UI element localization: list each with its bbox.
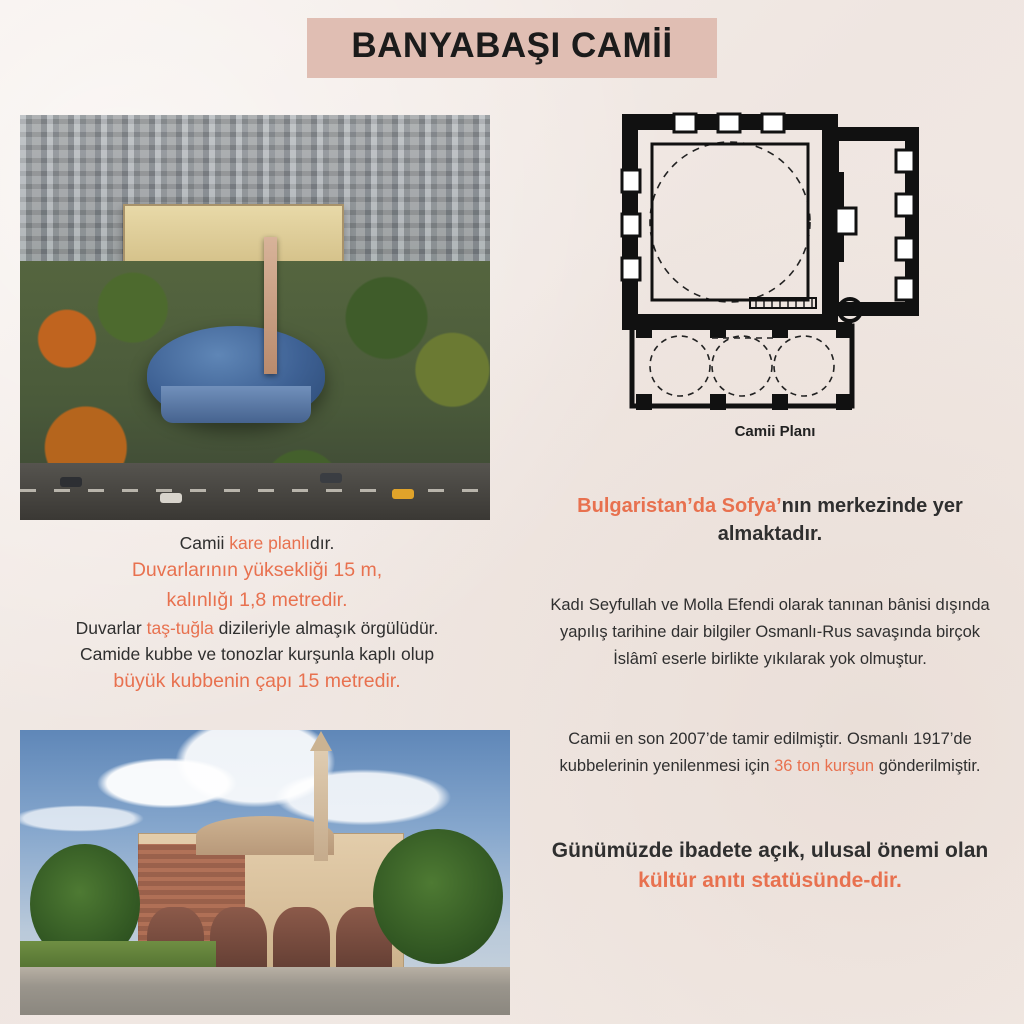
aerial-mosque-dome xyxy=(147,326,326,423)
exterior-tree xyxy=(373,829,503,964)
mosque-plan-svg xyxy=(600,112,950,422)
left-line-6: büyük kubbenin çapı 15 metredir. xyxy=(113,670,401,693)
left-line-1 xyxy=(18,530,496,556)
left-line4-prefix: Duvarlar xyxy=(75,617,147,638)
left-line-3: kalınlığı 1,8 metredir. xyxy=(166,588,348,611)
aerial-car xyxy=(60,477,82,487)
aerial-car xyxy=(392,489,414,499)
aerial-car xyxy=(160,493,182,503)
exterior-dome xyxy=(196,816,333,856)
aerial-car xyxy=(320,473,342,483)
right-closing-accent: kültür anıtı statüsünde-dir. xyxy=(638,869,902,893)
title-container xyxy=(0,18,1024,78)
left-line4-accent: taş-tuğla xyxy=(146,617,214,638)
aerial-photo xyxy=(20,115,490,520)
page-title: BANYABAŞI CAMİİ xyxy=(351,26,673,65)
right-closing-prefix: Günümüzde ibadete açık, ulusal önemi olan xyxy=(551,839,989,862)
left-line-2: Duvarlarının yüksekliği 15 m, xyxy=(131,559,383,582)
right-lead-accent: Bulgaristan’da Sofya’ xyxy=(577,495,782,517)
left-line4-suffix: dizileriyle almaşık örgülüdür. xyxy=(213,617,439,638)
left-line-5: Camide kubbe ve tonozlar kurşunla kaplı olup xyxy=(79,644,435,664)
aerial-minaret xyxy=(264,237,277,375)
left-line1-prefix: Camii xyxy=(179,533,230,553)
left-line1-suffix: dır. xyxy=(310,533,335,553)
title-band xyxy=(307,18,716,78)
right-closing-text xyxy=(540,836,1000,897)
aerial-road xyxy=(20,463,490,520)
left-description-text xyxy=(18,530,496,697)
right-body2-accent: 36 ton kurşun xyxy=(774,756,875,775)
right-body-paragraph-2 xyxy=(540,726,1000,780)
right-lead-text xyxy=(535,492,1005,549)
left-line1-accent: kare planlı xyxy=(229,533,310,553)
right-lead-rest: nın merkezinde yer almaktadır. xyxy=(717,495,963,546)
right-body2-suffix: gönderilmiştir. xyxy=(874,756,981,775)
plan-caption: Camii Planı xyxy=(734,423,816,440)
exterior-photo xyxy=(20,730,510,1015)
left-line-4 xyxy=(18,615,496,641)
right-body2-prefix: Camii en son 2007’de tamir edilmiştir. Osmanlı 1917’de kubbelerinin yenilenmesi için xyxy=(559,730,972,775)
exterior-pavement xyxy=(20,967,510,1015)
right-body-paragraph-1: Kadı Seyfullah ve Molla Efendi olarak tanınan bânisi dışında yapılış tarihine dair bilgiler Osmanlı-Rus savaşında birçok İslâmî eserle birlikte yıkılarak yok olmuştur. xyxy=(550,596,990,668)
exterior-minaret xyxy=(314,747,328,861)
mosque-plan-figure xyxy=(600,112,950,422)
